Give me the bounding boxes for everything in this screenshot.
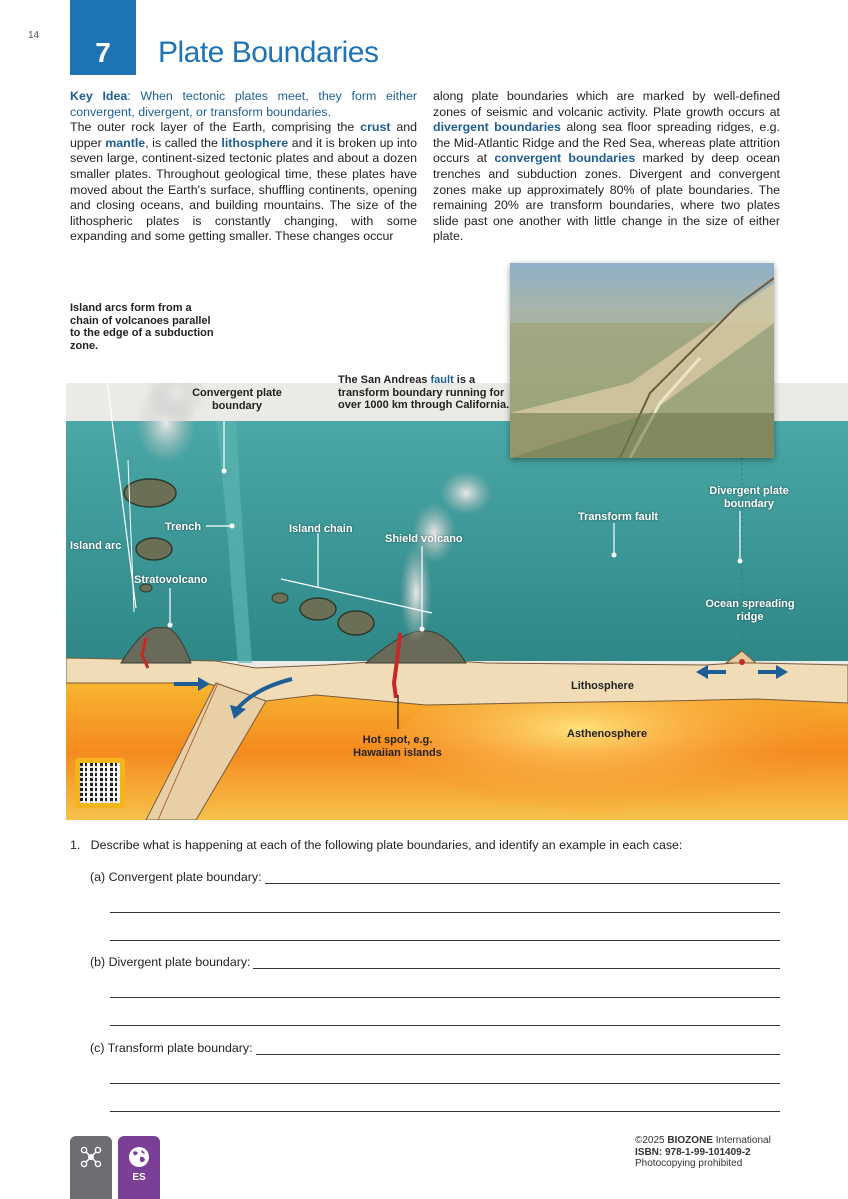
question-number: 1. (70, 838, 81, 852)
answer-row-a (90, 870, 780, 884)
term-crust: crust (360, 120, 391, 135)
answer-line[interactable] (110, 1025, 780, 1026)
key-idea (70, 89, 417, 119)
answer-row-c (90, 1041, 780, 1055)
qr-code-pattern (80, 763, 120, 803)
term-convergent: convergent boundaries (494, 151, 636, 166)
copyright-text: ©2025 (635, 1135, 668, 1146)
tab-es[interactable] (118, 1136, 160, 1199)
key-idea-label: Key Idea (70, 89, 128, 103)
san-andreas-photo-art (510, 263, 774, 458)
globe-icon-art (127, 1145, 151, 1169)
intro-text: and it is broken up into seven large, continent-sized tectonic plates and about a dozen smaller plates. Throughout geological time, these plates have moved about the Earth's surface, shuffling continents, opening and closing oceans, and building mountains. The size of the lithospheric plates is constantly changing, with some expanding and some getting smaller. These changes occur (70, 135, 417, 244)
question-text: Describe what is happening at each of the following plate boundaries, and identify an example in each case: (90, 838, 683, 852)
key-idea-text: : When tectonic plates meet, they form either convergent, divergent, or transform boundaries. (70, 89, 418, 119)
label-asthenosphere: Asthenosphere (567, 728, 648, 740)
label-hot-spot: Hot spot, e.g. Hawaiian islands (353, 734, 442, 759)
copyright-text: International (712, 1135, 771, 1146)
network-icon (78, 1144, 104, 1170)
answer-line[interactable] (110, 997, 780, 998)
label-island-arc: Island arc (70, 540, 122, 552)
intro-text: The outer rock layer of the Earth, comprising the (70, 120, 361, 135)
label-ocean-spreading-ridge: Ocean spreading ridge (705, 598, 795, 623)
globe-icon (126, 1144, 152, 1170)
san-andreas-text: is a transform boundary running for over 1000 km through California. (338, 374, 510, 411)
network-icon-art (78, 1142, 104, 1172)
term-mantle: mantle (105, 135, 146, 150)
term-divergent: divergent boundaries (433, 120, 561, 135)
chapter-number: 7 (70, 0, 136, 75)
photocopy-notice: Photocopying prohibited (635, 1158, 743, 1169)
intro-column-left (70, 89, 417, 245)
page-title: Plate Boundaries (158, 36, 379, 69)
page-number: 14 (28, 30, 40, 41)
label-lithosphere: Lithosphere (571, 680, 634, 692)
label-island-chain: Island chain (289, 523, 353, 535)
label-san-andreas (338, 374, 518, 412)
brand-name: BIOZONE (667, 1135, 713, 1146)
label-transform-fault: Transform fault (578, 511, 659, 523)
intro-text: and upper (70, 120, 417, 150)
intro-column-right (433, 89, 780, 245)
copyright (635, 1135, 771, 1147)
question-1 (70, 838, 682, 852)
label-divergent-boundary: Divergent plate boundary (709, 485, 789, 510)
tab-network[interactable] (70, 1136, 112, 1199)
answer-line[interactable] (110, 912, 780, 913)
answer-row-b (90, 955, 780, 969)
label-stratovolcano: Stratovolcano (134, 574, 208, 586)
island-arcs-note: Island arcs form from a chain of volcanoes parallel to the edge of a subduction zone. (70, 302, 214, 352)
answer-label-a: (a) Convergent plate boundary: (90, 870, 262, 884)
intro-text: along sea floor spreading ridges, e.g. the Mid-Atlantic Ridge and the Red Sea, whereas plate attrition occurs at (433, 120, 780, 166)
footer-info (635, 1135, 771, 1170)
label-trench: Trench (165, 521, 202, 533)
label-convergent-boundary: Convergent plate boundary (192, 387, 282, 412)
isbn-text: ISBN: 978-1-99-101409-2 (635, 1146, 751, 1158)
isbn (635, 1147, 771, 1159)
term-lithosphere: lithosphere (221, 135, 289, 150)
qr-code[interactable] (75, 758, 125, 808)
san-andreas-fault-term: fault (430, 374, 454, 386)
intro-text: marked by deep ocean trenches and subduction zones. Divergent and convergent zones make up approximately 80% of plate boundaries. The remaining 20% are transform boundaries, where two plates slide past one another with little change in the size of either plate. (433, 151, 781, 244)
san-andreas-text: The San Andreas (338, 374, 431, 386)
answer-label-c: (c) Transform plate boundary: (90, 1041, 253, 1055)
tab-es-label: ES (132, 1172, 146, 1183)
san-andreas-photo (510, 263, 774, 458)
answer-line[interactable] (265, 872, 780, 884)
label-shield-volcano: Shield volcano (385, 533, 463, 545)
answer-line[interactable] (110, 1083, 780, 1084)
answer-line[interactable] (110, 1111, 780, 1112)
answer-line[interactable] (110, 940, 780, 941)
answer-label-b: (b) Divergent plate boundary: (90, 955, 251, 969)
intro-text: along plate boundaries which are marked by well-defined zones of seismic and volcanic activity. Plate growth occurs at (433, 89, 780, 119)
answer-line[interactable] (253, 957, 780, 969)
intro-text: , is called the (145, 135, 222, 150)
answer-line[interactable] (256, 1043, 780, 1055)
